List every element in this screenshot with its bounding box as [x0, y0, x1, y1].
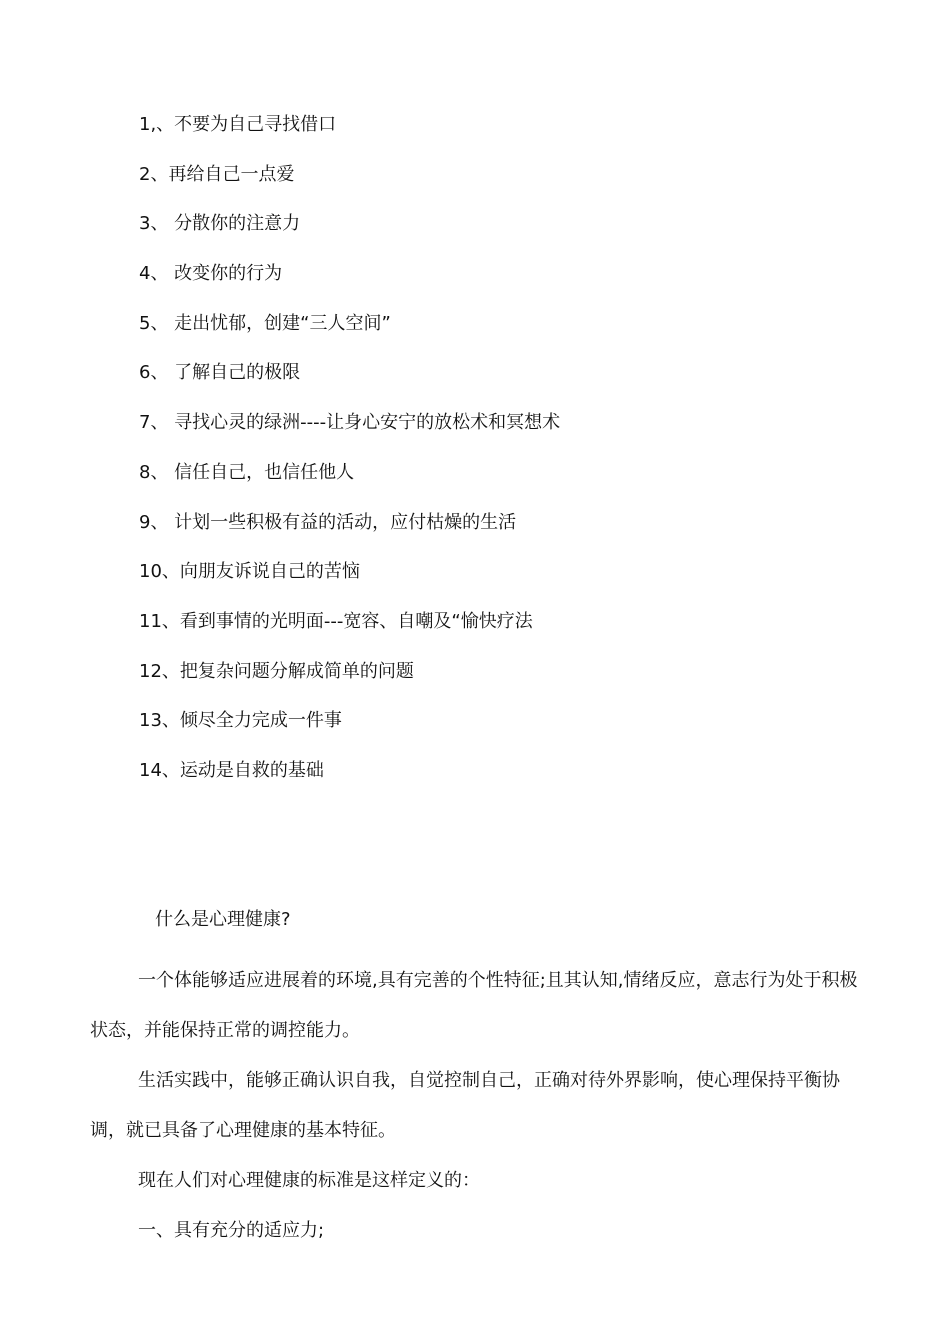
standard-item: 一、具有充分的适应力; — [138, 1220, 325, 1241]
tips-list — [139, 111, 859, 807]
list-item: 13、倾尽全力完成一件事 — [139, 710, 342, 732]
list-item: 14、运动是自救的基础 — [139, 759, 324, 781]
list-item: 9、 计划一些积极有益的活动，应付枯燥的生活 — [139, 511, 517, 533]
list-item: 11、看到事情的光明面---宽容、自嘲及“愉快疗法 — [139, 610, 533, 632]
list-item: 6、 了解自己的极限 — [139, 362, 301, 384]
standards-intro: 现在人们对心理健康的标准是这样定义的： — [138, 1170, 480, 1191]
list-item: 4、 改变你的行为 — [139, 263, 283, 285]
section-heading: 什么是心理健康? — [155, 909, 291, 930]
list-item: 5、 走出忧郁，创建“三人空间” — [139, 312, 391, 334]
list-item: 7、 寻找心灵的绿洲----让身心安宁的放松术和冥想术 — [139, 412, 561, 434]
list-item: 2、再给自己一点爱 — [139, 163, 295, 185]
list-item: 8、 信任自己，也信任他人 — [139, 461, 355, 483]
list-item: 1,、不要为自己寻找借口 — [139, 114, 337, 135]
mental-health-section — [90, 906, 858, 1256]
list-item: 3、 分散你的注意力 — [139, 213, 301, 235]
list-item: 12、把复杂问题分解成简单的问题 — [139, 660, 414, 682]
definition-paragraph: 一个体能够适应进展着的环境,具有完善的个性特征;且其认知,情绪反应，意志行为处于积极状态，并能保持正常的调控能力。 — [90, 970, 858, 1041]
practice-paragraph: 生活实践中，能够正确认识自我，自觉控制自己，正确对待外界影响，使心理保持平衡协调，就已具备了心理健康的基本特征。 — [90, 1070, 840, 1141]
list-item: 10、向朋友诉说自己的苦恼 — [139, 561, 360, 583]
